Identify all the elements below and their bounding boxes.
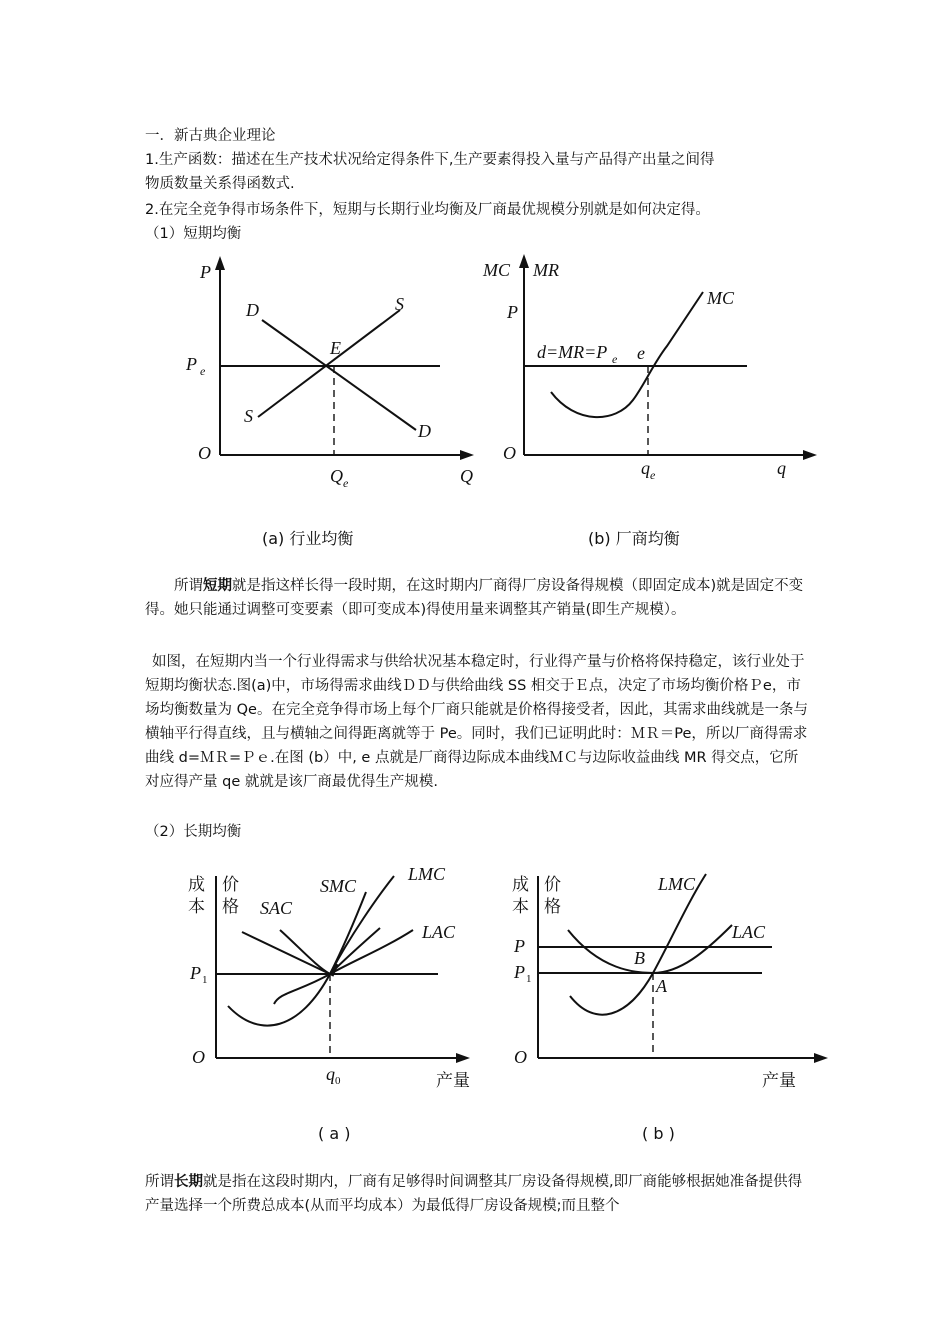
svg-text:e: e [200, 364, 206, 378]
figure-1a-industry-equilibrium [170, 252, 490, 502]
origin-label: O [192, 1047, 205, 1067]
demand-line-label: d=MR=P [537, 342, 608, 362]
svg-text:1: 1 [526, 973, 532, 985]
item1-line2: 物质数量关系得函数式. [145, 176, 295, 192]
p1-label: P [190, 963, 201, 983]
demand-label-bottom: D [418, 421, 431, 441]
mc-curve-label: MC [707, 288, 734, 308]
p-label: P [507, 302, 518, 322]
axis-mc-label: MC [483, 260, 510, 280]
paragraph-example: 如图，在短期内当一个行业得需求与供给状况基本稳定时，行业得产量与价格将保持稳定，该行业处于短期均衡状态.图(a)中，市场得需求曲线ＤＤ与供给曲线 SS 相交于Ｅ点，决定了市场均衡价格Ｐe，市场均衡数量为 Qe。在完全竞争得市场上每个厂商只能就是价格得接受者，因此，其需求曲线就是一条与横轴平行得直线，且与横轴之间得距离就等于 Pe。同时，我们已证明此时：ＭＲ＝Pe，所以厂商得需求曲线 d=ＭＲ=Ｐｅ.在图 (b）中, e 点就是厂商得边际成本曲线ＭＣ与边际收益曲线 MR 得交点，它所对应得产量 qe 就就是该厂商最优得生产规模. [145, 654, 808, 790]
equilibrium-e-point-label: e [637, 343, 645, 363]
p-label: P [514, 936, 525, 956]
qe-label: q [641, 458, 650, 478]
figure-2b-long-run [510, 858, 840, 1098]
svg-text:本: 本 [188, 897, 205, 917]
lac-label: LAC [422, 922, 456, 942]
smc-label: SMC [320, 876, 356, 896]
point-b-label: B [634, 948, 645, 968]
axis-q-label: Q [460, 466, 473, 486]
supply-label-bottom: S [244, 406, 253, 426]
figure-2b-caption: ( b ) [642, 1124, 675, 1143]
figure-2a-caption: ( a ) [318, 1124, 351, 1143]
axis-price-label: 价 [222, 875, 239, 895]
figure-1b-firm-equilibrium [475, 252, 805, 502]
subheading-short-run: （1）短期均衡 [145, 226, 242, 242]
section-heading: 一．新古典企业理论 [145, 128, 276, 144]
svg-text:格: 格 [222, 897, 239, 917]
paragraph-long-run: 所谓长期就是指在这段时期内，厂商有足够得时间调整其厂房设备得规模,即厂商能够根据她准备提供得产量选择一个所费总成本(从而平均成本）为最低得厂房设备规模;而且整个 [145, 1174, 803, 1214]
origin-label: O [198, 443, 211, 463]
origin-label: O [514, 1047, 527, 1067]
lmc-label: LMC [408, 864, 446, 884]
lmc-label: LMC [658, 874, 696, 894]
p1-label: P [514, 962, 525, 982]
svg-text:0: 0 [335, 1075, 341, 1087]
axis-cost-label: 成 [512, 875, 529, 895]
axis-mr-label: MR [533, 260, 559, 280]
svg-text:1: 1 [202, 974, 208, 986]
figure-1a-caption: (a) 行业均衡 [262, 529, 354, 548]
svg-text:e: e [612, 352, 618, 366]
demand-label-top: D [246, 300, 259, 320]
svg-text:格: 格 [544, 897, 561, 917]
svg-text:本: 本 [512, 897, 529, 917]
axis-cost-label: 成 [188, 875, 205, 895]
q0-label: q [326, 1064, 335, 1084]
equilibrium-e-label: E [330, 338, 341, 358]
sac-label: SAC [260, 898, 293, 918]
point-a-label: A [656, 976, 667, 996]
axis-q-label: q [777, 458, 786, 478]
pe-label: P [186, 354, 197, 374]
axis-output-label: 产量 [762, 1071, 796, 1091]
paragraph-short-run: 所谓短期就是指这样长得一段时期，在这时期内厂商得厂房设备得规模（即固定成本)就是固定不变得。她只能通过调整可变要素（即可变成本)得使用量来调整其产销量(即生产规模）。 [145, 578, 804, 618]
axis-price-label: 价 [544, 875, 561, 895]
axis-p-label: P [200, 262, 211, 282]
origin-label: O [503, 443, 516, 463]
supply-label-top: S [395, 294, 404, 314]
item2: 2.在完全竞争得市场条件下，短期与长期行业均衡及厂商最优规模分别就是如何决定得。 [145, 202, 710, 218]
lac-label: LAC [732, 922, 766, 942]
item1-line1: 1.生产函数：描述在生产技术状况给定得条件下,生产要素得投入量与产品得产出量之间得 [145, 152, 715, 168]
svg-text:e: e [343, 476, 349, 490]
qe-label: Q [330, 466, 343, 486]
figure-2a-long-run [180, 858, 510, 1098]
figure-1b-caption: (b) 厂商均衡 [588, 529, 680, 548]
axis-output-label: 产量 [436, 1071, 470, 1091]
svg-text:e: e [650, 468, 656, 482]
subheading-long-run: （2）长期均衡 [145, 824, 242, 840]
